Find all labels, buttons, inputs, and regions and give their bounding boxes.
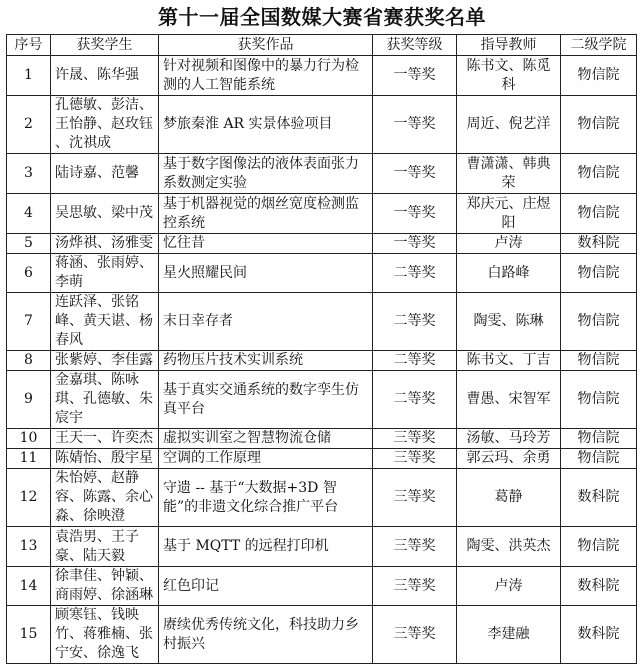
cell-work: 红色印记	[159, 567, 373, 606]
cell-college: 物信院	[561, 194, 637, 234]
cell-work: 药物压片技术实训系统	[159, 351, 373, 371]
cell-no: 2	[7, 96, 51, 154]
cell-teacher: 葛静	[457, 469, 561, 527]
table-row	[7, 606, 637, 664]
cell-teacher: 卢涛	[457, 567, 561, 606]
cell-work: 末日幸存者	[159, 293, 373, 351]
page-title: 第十一届全国数媒大赛省赛获奖名单	[158, 5, 486, 29]
cell-work: 针对视频和图像中的暴力行为检测的人工智能系统	[159, 56, 373, 96]
table-row	[7, 351, 637, 371]
cell-students: 张紫婷、李佳露	[51, 351, 159, 371]
cell-work: 守遗 -- 基于“大数据+3D 智能”的非遗文化综合推广平台	[159, 469, 373, 527]
cell-students: 蒋涵、张雨婷、李萌	[51, 254, 159, 293]
header-teacher: 指导教师	[457, 35, 561, 56]
cell-college: 物信院	[561, 293, 637, 351]
cell-college: 物信院	[561, 527, 637, 567]
cell-students: 汤烨祺、汤雅雯	[51, 234, 159, 254]
cell-level: 一等奖	[373, 194, 457, 234]
cell-teacher: 曹愚、宋智军	[457, 371, 561, 429]
cell-students: 吴思敏、梁中茂	[51, 194, 159, 234]
cell-no: 15	[7, 606, 51, 664]
cell-work: 基于 MQTT 的远程打印机	[159, 527, 373, 567]
cell-level: 一等奖	[373, 234, 457, 254]
cell-no: 9	[7, 371, 51, 429]
cell-work: 虚拟实训室之智慧物流仓储	[159, 429, 373, 449]
cell-no: 1	[7, 56, 51, 96]
cell-college: 物信院	[561, 351, 637, 371]
cell-college: 物信院	[561, 429, 637, 449]
table-row	[7, 293, 637, 351]
table-row	[7, 469, 637, 527]
cell-students: 孔德敏、彭洁、王怡静、赵玫钰 、沈祺成	[51, 96, 159, 154]
header-work: 获奖作品	[159, 35, 373, 56]
cell-teacher: 汤敏、马玲芳	[457, 429, 561, 449]
cell-students: 陈婧怡、殷宇星	[51, 449, 159, 469]
cell-level: 三等奖	[373, 567, 457, 606]
cell-level: 三等奖	[373, 606, 457, 664]
cell-teacher: 李建融	[457, 606, 561, 664]
cell-no: 11	[7, 449, 51, 469]
cell-no: 12	[7, 469, 51, 527]
cell-level: 一等奖	[373, 154, 457, 194]
cell-level: 三等奖	[373, 429, 457, 449]
header-no: 序号	[7, 35, 51, 56]
table-row	[7, 527, 637, 567]
cell-teacher: 白路峰	[457, 254, 561, 293]
cell-teacher: 陶雯、陈琳	[457, 293, 561, 351]
cell-work: 星火照耀民间	[159, 254, 373, 293]
cell-no: 10	[7, 429, 51, 449]
cell-no: 5	[7, 234, 51, 254]
cell-no: 8	[7, 351, 51, 371]
cell-teacher: 曹潇潇、韩典荣	[457, 154, 561, 194]
cell-teacher: 郭云玛、余勇	[457, 449, 561, 469]
cell-students: 陆诗嘉、范馨	[51, 154, 159, 194]
cell-students: 金嘉琪、陈咏琪、孔德敏、朱宸宇	[51, 371, 159, 429]
cell-college: 数科院	[561, 606, 637, 664]
cell-college: 物信院	[561, 371, 637, 429]
cell-work: 基于数字图像法的液体表面张力系数测定实验	[159, 154, 373, 194]
table-row	[7, 154, 637, 194]
cell-college: 数科院	[561, 567, 637, 606]
table-header-row	[7, 35, 637, 56]
cell-no: 14	[7, 567, 51, 606]
table-row	[7, 194, 637, 234]
cell-no: 6	[7, 254, 51, 293]
cell-work: 赓续优秀传统文化，科技助力乡村振兴	[159, 606, 373, 664]
cell-college: 数科院	[561, 234, 637, 254]
cell-level: 二等奖	[373, 371, 457, 429]
cell-level: 二等奖	[373, 293, 457, 351]
header-level: 获奖等级	[373, 35, 457, 56]
cell-work: 忆往昔	[159, 234, 373, 254]
table-row	[7, 56, 637, 96]
cell-teacher: 周近、倪艺洋	[457, 96, 561, 154]
table-row	[7, 567, 637, 606]
cell-level: 二等奖	[373, 254, 457, 293]
table-row	[7, 96, 637, 154]
cell-students: 徐聿佳、钟颖、商雨婷、徐涵琳	[51, 567, 159, 606]
cell-college: 物信院	[561, 96, 637, 154]
cell-level: 一等奖	[373, 96, 457, 154]
table-row	[7, 429, 637, 449]
header-students: 获奖学生	[51, 35, 159, 56]
cell-students: 顾寒钰、钱映竹、蒋雅楠、张宁安、徐逸飞	[51, 606, 159, 664]
cell-no: 7	[7, 293, 51, 351]
header-college: 二级学院	[561, 35, 637, 56]
cell-work: 基于机器视觉的烟丝宽度检测监控系统	[159, 194, 373, 234]
cell-college: 物信院	[561, 449, 637, 469]
cell-teacher: 陶雯、洪英杰	[457, 527, 561, 567]
cell-college: 物信院	[561, 56, 637, 96]
cell-level: 一等奖	[373, 56, 457, 96]
cell-students: 许晟、陈华强	[51, 56, 159, 96]
awards-table	[6, 34, 637, 664]
cell-no: 13	[7, 527, 51, 567]
cell-level: 二等奖	[373, 351, 457, 371]
table-row	[7, 449, 637, 469]
table-row	[7, 371, 637, 429]
table-row	[7, 254, 637, 293]
cell-college: 物信院	[561, 154, 637, 194]
cell-no: 4	[7, 194, 51, 234]
cell-level: 三等奖	[373, 449, 457, 469]
table-row	[7, 234, 637, 254]
cell-students: 朱怡婷、赵静容、陈露、余心淼、徐映澄	[51, 469, 159, 527]
cell-no: 3	[7, 154, 51, 194]
cell-work: 空调的工作原理	[159, 449, 373, 469]
cell-work: 基于真实交通系统的数字孪生仿真平台	[159, 371, 373, 429]
cell-teacher: 郑庆元、庄煜阳	[457, 194, 561, 234]
cell-students: 连跃泽、张铭峰、黄天谌、杨春风	[51, 293, 159, 351]
cell-teacher: 卢涛	[457, 234, 561, 254]
cell-level: 三等奖	[373, 469, 457, 527]
cell-work: 梦旅秦淮 AR 实景体验项目	[159, 96, 373, 154]
cell-students: 袁浩男、王子豪、陆天毅	[51, 527, 159, 567]
cell-teacher: 陈书文、丁吉	[457, 351, 561, 371]
cell-college: 物信院	[561, 254, 637, 293]
cell-teacher: 陈书文、陈觅科	[457, 56, 561, 96]
cell-college: 数科院	[561, 469, 637, 527]
cell-students: 王天一、许奕杰	[51, 429, 159, 449]
cell-level: 三等奖	[373, 527, 457, 567]
